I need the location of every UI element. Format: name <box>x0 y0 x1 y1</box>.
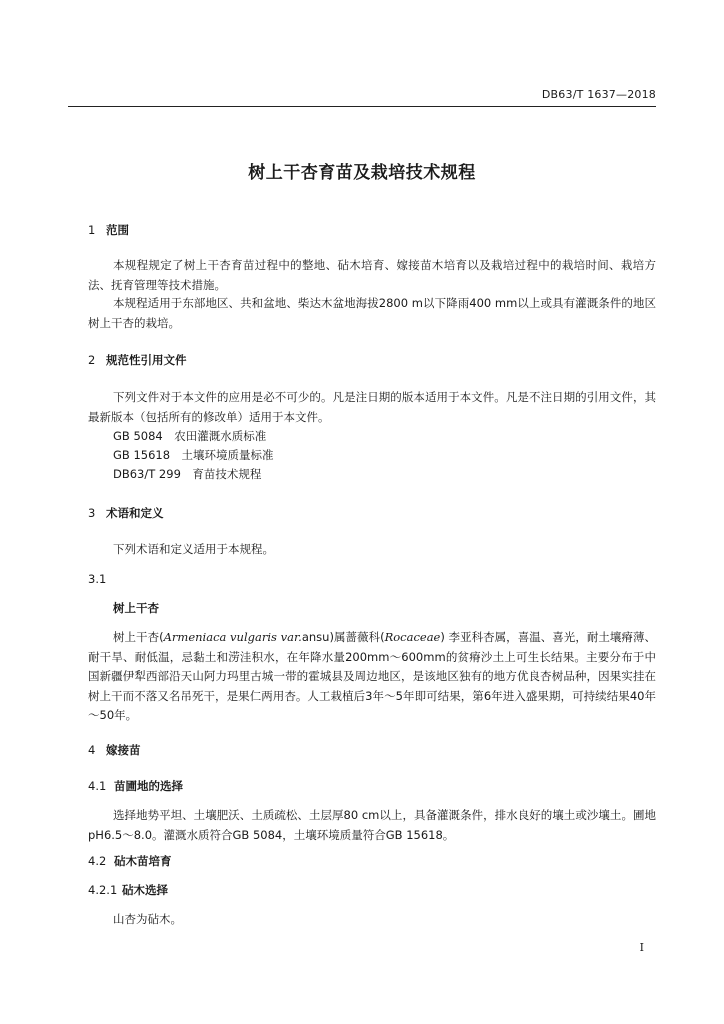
reference-gb15618: GB 15618 土壤环境质量标准 <box>113 448 274 462</box>
section-4-1-title: 苗圃地的选择 <box>114 779 183 793</box>
section-4-2-heading <box>88 853 172 869</box>
section-2-heading <box>88 352 187 368</box>
section-4-2-number: 4.2 <box>88 854 107 868</box>
section-1-paragraph-1: 本规程规定了树上干杏育苗过程中的整地、砧木培育、嫁接苗木培育以及栽培过程中的栽培时间、栽培方法、抚育管理等技术措施。 <box>88 258 656 292</box>
term-definition <box>88 628 656 726</box>
reference-db63t299: DB63/T 299 育苗技术规程 <box>113 467 262 481</box>
section-4-2-1-paragraph: 山杏为砧木。 <box>113 912 182 926</box>
standard-code: DB63/T 1637—2018 <box>541 88 656 101</box>
section-4-number: 4 <box>88 743 96 757</box>
page-number: I <box>639 941 644 954</box>
header-rule <box>68 106 656 107</box>
section-3-heading <box>88 505 164 521</box>
section-4-title: 嫁接苗 <box>106 743 141 757</box>
section-3-number: 3 <box>88 506 96 520</box>
document-title: 树上干杏育苗及栽培技术规程 <box>248 163 476 183</box>
reference-gb5084: GB 5084 农田灌溉水质标准 <box>113 429 267 443</box>
definition-text-c: ) 李亚科杏属，喜温、喜光，耐土壤瘠薄、耐干旱、耐低温，忌黏土和涝洼积水，在年降水量200mm～600mm的贫瘠沙土上可生长结果。主要分布于中国新疆伊犁西部沿天山阿力玛里古城一带的霍城县及周边地区，是该地区独有的地方优良杏树品种，因果实挂在树上干而不落又名吊死干，是果仁两用杏。人工栽植后3年～5年即可结果，第6年进入盛果期，可持续结果40年～50年。 <box>88 630 656 722</box>
section-4-2-1-heading <box>88 882 168 898</box>
section-1-heading <box>88 222 129 238</box>
section-1-paragraph-2: 本规程适用于东部地区、共和盆地、柴达木盆地海拔2800 m以下降雨400 mm以上或具有灌溉条件的地区树上干杏的栽培。 <box>88 296 656 330</box>
section-3-paragraph-1: 下列术语和定义适用于本规程。 <box>113 542 274 556</box>
section-4-1-number: 4.1 <box>88 779 107 793</box>
section-2-number: 2 <box>88 353 96 367</box>
latin-species-name: Armeniaca vulgaris var. <box>163 630 302 644</box>
section-2-title: 规范性引用文件 <box>106 353 187 367</box>
section-3-title: 术语和定义 <box>106 506 164 520</box>
section-4-1-paragraph: 选择地势平坦、土壤肥沃、土质疏松、土层厚80 cm以上，具备灌溉条件，排水良好的壤土或沙壤土。圃地pH6.5～8.0。灌溉水质符合GB 5084，土壤环境质量符合GB 15618。 <box>88 808 656 842</box>
section-4-2-1-number: 4.2.1 <box>88 883 118 897</box>
section-1-title: 范围 <box>106 223 129 237</box>
section-4-1-heading <box>88 778 183 794</box>
definition-text-b: ansu)属蔷薇科( <box>301 630 385 644</box>
section-3-1-number: 3.1 <box>88 572 107 586</box>
latin-family-name: Rocaceae <box>384 630 441 644</box>
section-1-number: 1 <box>88 223 96 237</box>
section-2-paragraph-1: 下列文件对于本文件的应用是必不可少的。凡是注日期的版本适用于本文件。凡是不注日期的引用文件，其最新版本（包括所有的修改单）适用于本文件。 <box>88 390 656 424</box>
term-shushanggan-xing: 树上干杏 <box>113 601 159 615</box>
definition-text-a: 树上干杏( <box>113 630 164 644</box>
section-4-2-1-title: 砧木选择 <box>122 883 168 897</box>
section-4-heading <box>88 742 141 758</box>
section-4-2-title: 砧木苗培育 <box>114 854 172 868</box>
